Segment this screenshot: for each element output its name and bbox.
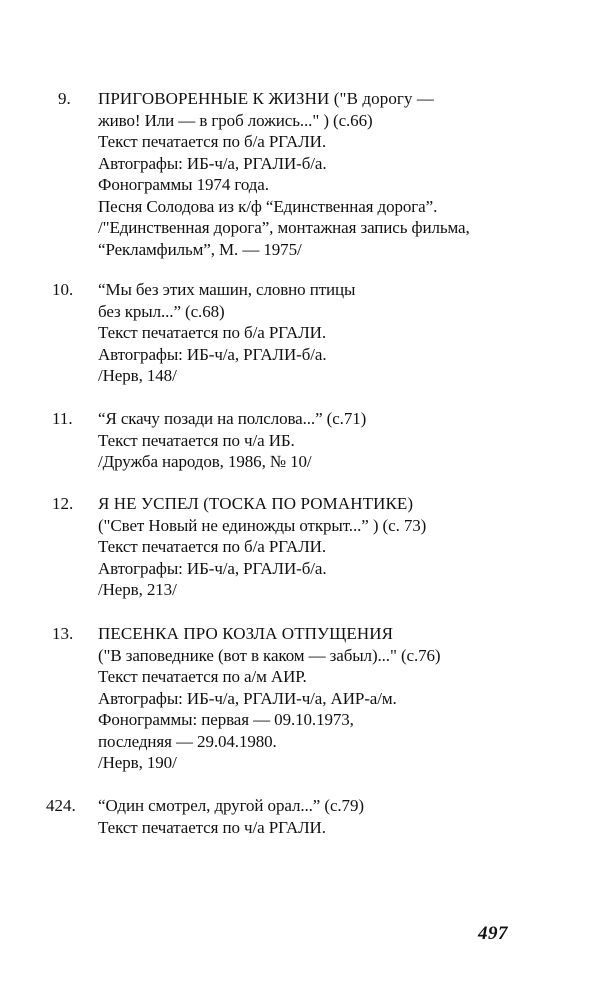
entry-text <box>98 88 568 260</box>
entry-title-line: ПЕСЕНКА ПРО КОЗЛА ОТПУЩЕНИЯ <box>98 624 394 643</box>
entry-line: Песня Солодова из к/ф “Единственная дорога”. <box>98 196 438 216</box>
entry-line: Автографы: ИБ-ч/а, РГАЛИ-ч/а, АИР-а/м. <box>98 688 397 708</box>
entry-first-line: “Я скачу позади на полслова...” (с.71) <box>98 409 367 428</box>
entry-number: 10. <box>52 280 74 299</box>
entry-line: Фонограммы 1974 года. <box>98 175 269 194</box>
entry-line: “Рекламфильм”, М. — 1975/ <box>98 239 302 259</box>
entry-text <box>98 623 568 774</box>
entry-line: Автографы: ИБ-ч/а, РГАЛИ-б/а. <box>98 344 327 364</box>
entry-line: последняя — 29.04.1980. <box>98 731 277 751</box>
entry-line: Текст печатается по б/а РГАЛИ. <box>98 537 326 556</box>
entry-line: Автографы: ИБ-ч/а, РГАЛИ-б/а. <box>98 558 327 578</box>
entry-title-line: Я НЕ УСПЕЛ (ТОСКА ПО РОМАНТИКЕ) <box>98 494 414 513</box>
entry-line: ("В заповеднике (вот в каком — забыл)..." (с.76) <box>98 645 441 665</box>
entry-first-line: “Мы без этих машин, словно птицы <box>98 280 356 299</box>
entry-text <box>98 493 568 601</box>
entry-number: 11. <box>52 409 73 428</box>
entry-line: Текст печатается по б/а РГАЛИ. <box>98 132 326 151</box>
entry-title-line: ПРИГОВОРЕННЫЕ К ЖИЗНИ ("В дорогу — <box>98 89 435 108</box>
entry-text <box>98 408 568 473</box>
entry-number: 13. <box>52 624 74 643</box>
entry-line: /"Единственная дорога”, монтажная запись фильма, <box>98 218 470 237</box>
entry-first-line: “Один смотрел, другой орал...” (с.79) <box>98 796 364 815</box>
entry-number: 424. <box>46 796 76 815</box>
entry-line: /Нерв, 190/ <box>98 753 177 772</box>
entry-line: /Нерв, 148/ <box>98 366 177 385</box>
entry-line: живо! Или — в гроб ложись..." ) (с.66) <box>98 110 373 130</box>
page-number: 497 <box>478 923 508 944</box>
entry-text <box>98 279 568 387</box>
entry-text <box>98 795 568 838</box>
entry-line: Текст печатается по ч/а РГАЛИ. <box>98 817 326 837</box>
entry-line: без крыл...” (с.68) <box>98 301 225 321</box>
entry-number: 9. <box>58 89 71 108</box>
entry-line: ("Свет Новый не единожды открыт...” ) (с. 73) <box>98 515 427 535</box>
entry-number: 12. <box>52 494 74 513</box>
entry-line: Текст печатается по ч/а ИБ. <box>98 430 295 450</box>
entry-line: Текст печатается по б/а РГАЛИ. <box>98 323 326 342</box>
entry-line: Фонограммы: первая — 09.10.1973, <box>98 710 354 729</box>
entry-line: /Дружба народов, 1986, № 10/ <box>98 452 312 471</box>
entry-line: /Нерв, 213/ <box>98 580 177 599</box>
entry-line: Автографы: ИБ-ч/а, РГАЛИ-б/а. <box>98 153 327 173</box>
entry-line: Текст печатается по а/м АИР. <box>98 667 307 686</box>
